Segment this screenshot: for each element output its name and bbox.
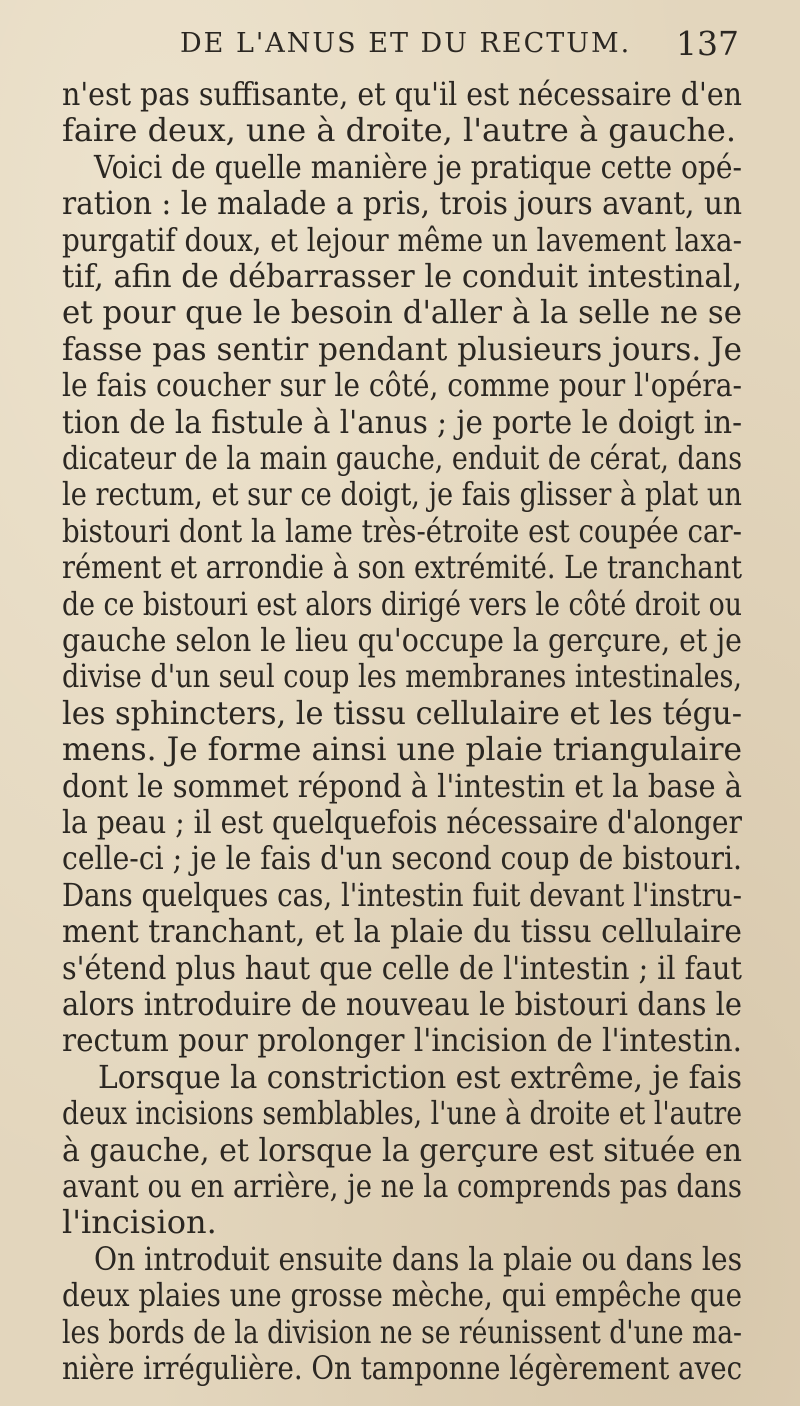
text-line: faire deux, une à droite, l'autre à gauche. — [62, 111, 737, 149]
text-line: divise d'un seul coup les membranes intestinales, — [62, 657, 742, 695]
text-line: deux incisions semblables, l'une à droite et l'autre — [62, 1094, 743, 1132]
text-line: rectum pour prolonger l'incision de l'intestin. — [62, 1021, 742, 1059]
text-line: gauche selon le lieu qu'occupe la gerçure, et je — [62, 621, 742, 659]
text-line: n'est pas suffisante, et qu'il est nécessaire d'en — [62, 75, 742, 113]
page-number: 137 — [676, 24, 739, 63]
text-line: alors introduire de nouveau le bistouri dans le — [62, 985, 742, 1023]
text-line: tif, afin de débarrasser le conduit intestinal, — [62, 257, 743, 295]
text-line: Dans quelques cas, l'intestin fuit devant l'instru- — [62, 876, 742, 914]
text-line: mens. Je forme ainsi une plaie triangulaire — [62, 730, 743, 768]
text-line: dont le sommet répond à l'intestin et la base à — [62, 767, 742, 805]
text-line: Lorsque la constriction est extrême, je fais — [98, 1058, 743, 1096]
text-line: fasse pas sentir pendant plusieurs jours. Je — [62, 330, 742, 368]
running-title: DE L'ANUS ET DU RECTUM. — [180, 28, 632, 59]
text-line: l'incision. — [62, 1203, 217, 1241]
text-line: s'étend plus haut que celle de l'intestin ; il faut — [62, 949, 742, 987]
text-line: le fais coucher sur le côté, comme pour l'opéra- — [62, 366, 742, 404]
text-line: de ce bistouri est alors dirigé vers le côté droit ou — [62, 585, 742, 623]
text-line: ration : le malade a pris, trois jours avant, un — [62, 184, 743, 222]
text-line: dicateur de la main gauche, enduit de cérat, dans — [62, 439, 743, 477]
text-line: nière irrégulière. On tamponne légèrement avec — [62, 1349, 743, 1387]
text-line: rément et arrondie à son extrémité. Le tranchant — [62, 548, 743, 586]
running-head — [0, 22, 800, 66]
text-line: les bords de la division ne se réunissent d'une ma- — [62, 1313, 743, 1351]
text-line: ment tranchant, et la plaie du tissu cellulaire — [62, 912, 742, 950]
text-line: Voici de quelle manière je pratique cette opé- — [94, 148, 742, 186]
text-line: les sphincters, le tissu cellulaire et les tégu- — [62, 694, 743, 732]
text-line: bistouri dont la lame très-étroite est coupée car- — [62, 512, 742, 550]
text-line: le rectum, et sur ce doigt, je fais glisser à plat un — [62, 475, 742, 513]
text-line: à gauche, et lorsque la gerçure est située en — [62, 1131, 743, 1169]
text-line: la peau ; il est quelquefois nécessaire d'alonger — [62, 803, 742, 841]
text-line: On introduit ensuite dans la plaie ou dans les — [94, 1240, 743, 1278]
text-line: purgatif doux, et lejour même un lavement laxa- — [62, 221, 742, 259]
text-line: avant ou en arrière, je ne la comprends pas dans — [62, 1167, 742, 1205]
text-line: et pour que le besoin d'aller à la selle ne se — [62, 293, 742, 331]
text-line: tion de la fistule à l'anus ; je porte le doigt in- — [62, 403, 743, 441]
text-line: celle-ci ; je le fais d'un second coup de bistouri. — [62, 839, 742, 877]
text-line: deux plaies une grosse mèche, qui empêche que — [62, 1276, 742, 1314]
